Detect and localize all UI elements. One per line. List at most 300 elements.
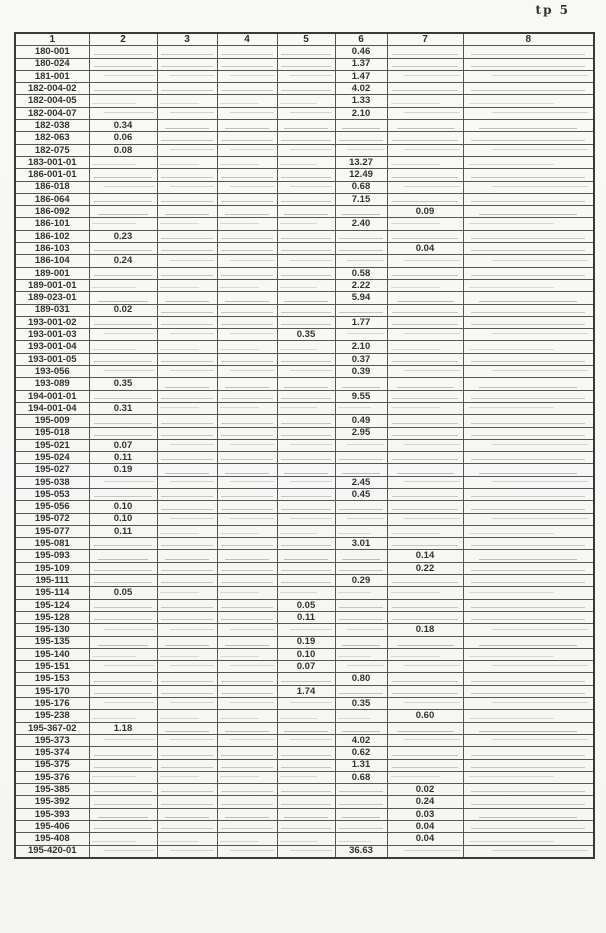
value-cell	[89, 599, 157, 611]
value-cell	[277, 821, 335, 833]
value-cell	[89, 329, 157, 341]
value-cell	[463, 698, 594, 710]
value-cell: 0.02	[89, 304, 157, 316]
value-cell	[157, 329, 217, 341]
value-cell	[463, 255, 594, 267]
value-cell	[217, 83, 277, 95]
table-row	[15, 538, 594, 550]
row-id-cell: 189-001	[15, 267, 89, 279]
row-id-cell: 195-420-01	[15, 845, 89, 858]
value-cell	[463, 476, 594, 488]
table-row	[15, 562, 594, 574]
row-id-cell: 186-092	[15, 206, 89, 218]
table-row	[15, 513, 594, 525]
value-cell	[157, 452, 217, 464]
table-row	[15, 353, 594, 365]
value-cell	[157, 734, 217, 746]
table-row	[15, 661, 594, 673]
value-cell	[157, 144, 217, 156]
value-cell	[335, 501, 387, 513]
value-cell	[217, 70, 277, 82]
value-cell	[335, 587, 387, 599]
value-cell	[387, 538, 463, 550]
row-id-cell: 195-374	[15, 747, 89, 759]
value-cell	[157, 513, 217, 525]
value-cell	[335, 685, 387, 697]
value-cell	[217, 587, 277, 599]
value-cell	[217, 808, 277, 820]
row-id-cell: 195-056	[15, 501, 89, 513]
value-cell	[89, 710, 157, 722]
table-row	[15, 46, 594, 58]
value-cell: 1.37	[335, 58, 387, 70]
value-cell	[463, 538, 594, 550]
row-id-cell: 195-238	[15, 710, 89, 722]
value-cell	[463, 329, 594, 341]
value-cell	[277, 83, 335, 95]
table-row	[15, 156, 594, 168]
value-cell	[335, 808, 387, 820]
value-cell	[463, 722, 594, 734]
value-cell	[89, 366, 157, 378]
value-cell: 2.10	[335, 107, 387, 119]
row-id-cell: 182-004-07	[15, 107, 89, 119]
value-cell	[463, 784, 594, 796]
value-cell: 0.62	[335, 747, 387, 759]
value-cell	[157, 402, 217, 414]
value-cell	[463, 46, 594, 58]
value-cell: 0.22	[387, 562, 463, 574]
value-cell	[157, 415, 217, 427]
value-cell	[217, 390, 277, 402]
value-cell	[89, 747, 157, 759]
value-cell	[157, 218, 217, 230]
value-cell	[463, 833, 594, 845]
row-id-cell: 195-408	[15, 833, 89, 845]
value-cell	[463, 673, 594, 685]
value-cell	[217, 833, 277, 845]
value-cell	[277, 181, 335, 193]
value-cell	[89, 784, 157, 796]
table-row	[15, 415, 594, 427]
table-row	[15, 316, 594, 328]
value-cell	[463, 243, 594, 255]
table-row	[15, 599, 594, 611]
value-cell	[157, 156, 217, 168]
value-cell	[157, 206, 217, 218]
value-cell	[89, 181, 157, 193]
value-cell	[217, 648, 277, 660]
value-cell	[277, 452, 335, 464]
row-id-cell: 180-001	[15, 46, 89, 58]
value-cell	[157, 611, 217, 623]
value-cell	[157, 427, 217, 439]
column-header-5: 5	[277, 33, 335, 46]
value-cell	[277, 255, 335, 267]
value-cell	[387, 599, 463, 611]
value-cell	[277, 845, 335, 858]
value-cell	[157, 476, 217, 488]
value-cell	[157, 279, 217, 291]
value-cell	[463, 661, 594, 673]
value-cell: 1.31	[335, 759, 387, 771]
value-cell: 2.10	[335, 341, 387, 353]
value-cell	[89, 95, 157, 107]
value-cell	[335, 329, 387, 341]
value-cell	[89, 759, 157, 771]
value-cell	[463, 378, 594, 390]
row-id-cell: 181-001	[15, 70, 89, 82]
value-cell	[335, 402, 387, 414]
value-cell: 0.39	[335, 366, 387, 378]
value-cell: 0.37	[335, 353, 387, 365]
value-cell	[463, 70, 594, 82]
value-cell: 0.11	[277, 611, 335, 623]
value-cell	[387, 648, 463, 660]
value-cell	[157, 845, 217, 858]
table-row	[15, 710, 594, 722]
value-cell	[387, 267, 463, 279]
value-cell: 13.27	[335, 156, 387, 168]
value-cell	[89, 476, 157, 488]
value-cell: 4.02	[335, 734, 387, 746]
value-cell	[463, 587, 594, 599]
value-cell	[463, 267, 594, 279]
value-cell	[463, 366, 594, 378]
value-cell	[463, 575, 594, 587]
value-cell	[217, 771, 277, 783]
value-cell: 2.22	[335, 279, 387, 291]
value-cell	[335, 452, 387, 464]
row-id-cell: 182-063	[15, 132, 89, 144]
page-corner-label: tp 5	[535, 3, 570, 17]
value-cell	[387, 685, 463, 697]
value-cell	[217, 341, 277, 353]
value-cell	[463, 156, 594, 168]
value-cell	[217, 476, 277, 488]
value-cell	[387, 476, 463, 488]
value-cell	[463, 439, 594, 451]
value-cell	[463, 169, 594, 181]
value-cell	[387, 181, 463, 193]
value-cell	[89, 771, 157, 783]
value-cell	[277, 132, 335, 144]
table-row	[15, 58, 594, 70]
table-row	[15, 439, 594, 451]
value-cell	[217, 562, 277, 574]
value-cell	[217, 144, 277, 156]
value-cell	[277, 243, 335, 255]
value-cell	[157, 784, 217, 796]
row-id-cell: 189-001-01	[15, 279, 89, 291]
value-cell: 0.03	[387, 808, 463, 820]
row-id-cell: 195-153	[15, 673, 89, 685]
value-cell	[335, 550, 387, 562]
value-cell	[387, 464, 463, 476]
table-row	[15, 169, 594, 181]
row-id-cell: 195-109	[15, 562, 89, 574]
value-cell: 0.06	[89, 132, 157, 144]
value-cell	[157, 648, 217, 660]
row-id-cell: 195-027	[15, 464, 89, 476]
value-cell	[335, 464, 387, 476]
value-cell	[335, 304, 387, 316]
value-cell	[387, 747, 463, 759]
value-cell	[463, 83, 594, 95]
value-cell: 1.18	[89, 722, 157, 734]
row-id-cell: 194-001-04	[15, 402, 89, 414]
value-cell	[277, 316, 335, 328]
value-cell	[157, 181, 217, 193]
value-cell	[217, 734, 277, 746]
row-id-cell: 195-140	[15, 648, 89, 660]
table-row	[15, 587, 594, 599]
value-cell: 1.47	[335, 70, 387, 82]
value-cell	[217, 58, 277, 70]
value-cell	[89, 808, 157, 820]
value-cell	[89, 562, 157, 574]
value-cell	[157, 599, 217, 611]
value-cell	[89, 648, 157, 660]
value-cell	[217, 821, 277, 833]
table-row	[15, 636, 594, 648]
value-cell	[217, 698, 277, 710]
value-cell	[277, 439, 335, 451]
value-cell: 0.10	[89, 501, 157, 513]
value-cell	[387, 120, 463, 132]
value-cell	[89, 661, 157, 673]
table-row	[15, 550, 594, 562]
value-cell	[387, 156, 463, 168]
value-cell	[387, 353, 463, 365]
table-row	[15, 267, 594, 279]
value-cell	[157, 46, 217, 58]
value-cell	[217, 206, 277, 218]
value-cell	[89, 636, 157, 648]
value-cell	[335, 230, 387, 242]
row-id-cell: 193-089	[15, 378, 89, 390]
row-id-cell: 195-135	[15, 636, 89, 648]
table-row	[15, 648, 594, 660]
value-cell	[89, 550, 157, 562]
value-cell	[217, 255, 277, 267]
value-cell	[463, 292, 594, 304]
value-cell	[277, 353, 335, 365]
value-cell	[89, 845, 157, 858]
value-cell	[387, 144, 463, 156]
value-cell: 0.04	[387, 243, 463, 255]
value-cell	[463, 230, 594, 242]
value-cell	[463, 353, 594, 365]
value-cell	[157, 341, 217, 353]
table-row	[15, 747, 594, 759]
value-cell	[89, 58, 157, 70]
value-cell: 0.10	[277, 648, 335, 660]
value-cell: 1.77	[335, 316, 387, 328]
value-cell: 0.19	[277, 636, 335, 648]
value-cell	[335, 636, 387, 648]
table-row	[15, 488, 594, 500]
value-cell	[463, 341, 594, 353]
row-id-cell: 195-081	[15, 538, 89, 550]
value-cell	[277, 378, 335, 390]
value-cell	[89, 427, 157, 439]
value-cell	[217, 488, 277, 500]
value-cell	[157, 193, 217, 205]
value-cell	[157, 550, 217, 562]
value-cell: 0.11	[89, 525, 157, 537]
value-cell	[89, 415, 157, 427]
value-cell	[89, 46, 157, 58]
value-cell	[157, 304, 217, 316]
value-cell	[217, 402, 277, 414]
value-cell: 0.34	[89, 120, 157, 132]
value-cell	[277, 784, 335, 796]
row-id-cell: 183-001-01	[15, 156, 89, 168]
value-cell	[463, 525, 594, 537]
value-cell: 0.23	[89, 230, 157, 242]
value-cell: 0.02	[387, 784, 463, 796]
value-cell	[157, 722, 217, 734]
value-cell	[157, 132, 217, 144]
table-row	[15, 784, 594, 796]
value-cell	[463, 747, 594, 759]
value-cell	[463, 390, 594, 402]
value-cell	[157, 833, 217, 845]
value-cell	[217, 759, 277, 771]
table-row	[15, 70, 594, 82]
table-row	[15, 771, 594, 783]
value-cell	[157, 292, 217, 304]
table-row	[15, 132, 594, 144]
value-cell	[387, 255, 463, 267]
value-cell	[387, 58, 463, 70]
value-cell	[277, 390, 335, 402]
value-cell	[277, 366, 335, 378]
value-cell	[217, 107, 277, 119]
value-cell	[463, 636, 594, 648]
value-cell: 1.74	[277, 685, 335, 697]
value-cell: 36.63	[335, 845, 387, 858]
table-row	[15, 341, 594, 353]
value-cell	[217, 525, 277, 537]
value-cell	[217, 722, 277, 734]
value-cell	[277, 230, 335, 242]
table-row	[15, 120, 594, 132]
value-cell	[217, 267, 277, 279]
value-cell	[387, 722, 463, 734]
value-cell	[463, 821, 594, 833]
row-id-cell: 193-001-04	[15, 341, 89, 353]
row-id-cell: 180-024	[15, 58, 89, 70]
value-cell	[277, 833, 335, 845]
value-cell: 0.35	[335, 698, 387, 710]
value-cell	[387, 452, 463, 464]
row-id-cell: 193-056	[15, 366, 89, 378]
value-cell	[463, 513, 594, 525]
value-cell: 2.95	[335, 427, 387, 439]
value-cell	[157, 70, 217, 82]
table-row	[15, 821, 594, 833]
value-cell	[217, 46, 277, 58]
value-cell	[217, 747, 277, 759]
value-cell	[157, 587, 217, 599]
row-id-cell: 195-393	[15, 808, 89, 820]
table-row	[15, 230, 594, 242]
table-row	[15, 575, 594, 587]
row-id-cell: 193-001-02	[15, 316, 89, 328]
value-cell	[89, 341, 157, 353]
row-id-cell: 186-018	[15, 181, 89, 193]
value-cell	[335, 722, 387, 734]
value-cell	[89, 83, 157, 95]
row-id-cell: 195-093	[15, 550, 89, 562]
value-cell	[89, 821, 157, 833]
value-cell	[335, 833, 387, 845]
value-cell: 1.33	[335, 95, 387, 107]
value-cell	[277, 267, 335, 279]
value-cell	[89, 206, 157, 218]
value-cell	[217, 353, 277, 365]
row-id-cell: 193-001-03	[15, 329, 89, 341]
value-cell	[277, 402, 335, 414]
value-cell	[157, 538, 217, 550]
value-cell	[157, 169, 217, 181]
value-cell	[387, 427, 463, 439]
value-cell	[89, 218, 157, 230]
row-id-cell: 186-064	[15, 193, 89, 205]
value-cell	[217, 452, 277, 464]
value-cell	[387, 95, 463, 107]
value-cell	[157, 661, 217, 673]
value-cell	[157, 808, 217, 820]
value-cell	[157, 525, 217, 537]
value-cell	[157, 378, 217, 390]
value-cell	[387, 390, 463, 402]
table-row	[15, 845, 594, 858]
table-row	[15, 759, 594, 771]
value-cell	[277, 156, 335, 168]
row-id-cell: 182-004-05	[15, 95, 89, 107]
value-cell: 0.60	[387, 710, 463, 722]
value-cell	[463, 759, 594, 771]
value-cell	[387, 279, 463, 291]
row-id-cell: 195-077	[15, 525, 89, 537]
value-cell	[277, 46, 335, 58]
value-cell	[463, 144, 594, 156]
value-cell	[387, 575, 463, 587]
value-cell	[157, 464, 217, 476]
value-cell	[157, 501, 217, 513]
value-cell	[463, 120, 594, 132]
value-cell	[89, 107, 157, 119]
row-id-cell: 195-053	[15, 488, 89, 500]
value-cell	[89, 698, 157, 710]
value-cell	[217, 156, 277, 168]
value-cell	[277, 501, 335, 513]
value-cell	[335, 796, 387, 808]
value-cell	[217, 120, 277, 132]
value-cell	[387, 366, 463, 378]
value-cell: 7.15	[335, 193, 387, 205]
row-id-cell: 186-104	[15, 255, 89, 267]
table-row	[15, 476, 594, 488]
column-header-3: 3	[157, 33, 217, 46]
value-cell	[89, 390, 157, 402]
value-cell	[157, 267, 217, 279]
value-cell	[387, 611, 463, 623]
value-cell	[463, 427, 594, 439]
